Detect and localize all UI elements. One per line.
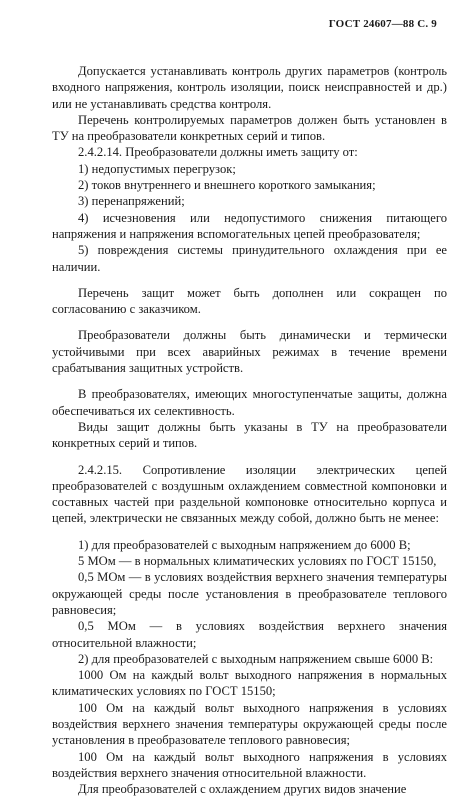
value-100-ohm-temperature: 100 Ом на каждый вольт выходного напряжения в условиях воздействия верхнего значения температуры окружающей среды после установления в преобразователе теплового равновесия; (52, 700, 447, 748)
paragraph-stability: Преобразователи должны быть динамически и термически устойчивыми при всех аварийных режимах в течение времени срабатывания защитных устройств. (52, 328, 447, 376)
paragraph-control-list: Перечень контролируемых параметров должен быть установлен в ТУ на преобразователи конкретных серий и типов. (52, 112, 447, 144)
page-header: ГОСТ 24607—88 С. 9 (328, 18, 437, 30)
list-item-cooling-failure: 5) повреждения системы принудительного охлаждения при ее наличии. (52, 243, 447, 274)
paragraph-control-options: Допускается устанавливать контроль других параметров (контроль входного напряжения, контроль изоляции, поиск неисправностей и др.) или не устанавливать средства контроля. (52, 64, 447, 111)
paragraph-protection-types: Виды защит должны быть указаны в ТУ на преобразователи конкретных серий и типов. (52, 419, 447, 451)
value-0-5-mohm-temperature: 0,5 МОм — в условиях воздействия верхнего значения температуры окружающей среды после установления в преобразователе теплового равновесия; (52, 570, 447, 617)
list-item-up-to-6000: 1) для преобразователей с выходным напряжением до 6000 В; (78, 537, 411, 552)
paragraph-protection-list: Перечень защит может быть дополнен или сокращен по согласованию с заказчиком. (52, 285, 447, 317)
list-item-overload: 1) недопустимых перегрузок; (78, 161, 236, 176)
list-item-overvoltage: 3) перенапряжений; (78, 194, 185, 209)
document-body (52, 63, 447, 797)
list-item-over-6000: 2) для преобразователей с выходным напряжением свыше 6000 В: (78, 651, 434, 666)
paragraph-selectivity: В преобразователях, имеющих многоступенчатые защиты, должна обеспечиваться их селективность. (52, 387, 447, 418)
list-item-supply-loss: 4) исчезновения или недопустимого снижения питающего напряжения и напряжения вспомогательных цепей преобразователя; (52, 210, 447, 241)
value-5-mohm: 5 МОм — в нормальных климатических условиях по ГОСТ 15150, (78, 554, 437, 569)
clause-2-4-2-15: 2.4.2.15. Сопротивление изоляции электрических цепей преобразователей с воздушным охлаждением совместной компоновки и составных частей при раздельной компоновке относительно корпуса и цепей, электрически не связанных между собой, должно быть не менее: (52, 462, 447, 526)
value-100-ohm-humidity: 100 Ом на каждый вольт выходного напряжения в условиях воздействия верхнего значения относительной влажности. (52, 749, 447, 780)
value-0-5-mohm-humidity: 0,5 МОм — в условиях воздействия верхнего значения относительной влажности; (52, 619, 447, 650)
clause-2-4-2-14: 2.4.2.14. Преобразователи должны иметь защиту от: (78, 145, 358, 160)
list-item-short-circuit: 2) токов внутреннего и внешнего короткого замыкания; (78, 178, 376, 193)
paragraph-other-cooling: Для преобразователей с охлаждением других видов значение (78, 782, 407, 797)
value-1000-ohm: 1000 Ом на каждый вольт выходного напряжения в нормальных климатических условиях по ГОСТ 15150; (52, 668, 447, 699)
